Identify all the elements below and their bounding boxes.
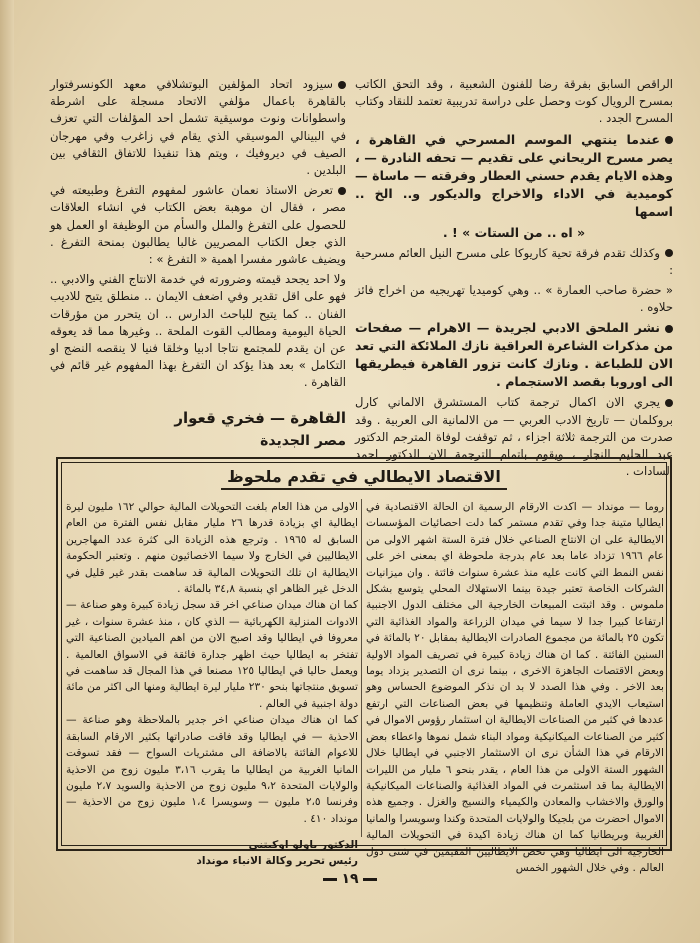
box-title: الاقتصاد الايطالي في تقدم ملحوظ <box>58 467 670 486</box>
page-binding-edge <box>0 0 14 943</box>
byline-location: مصر الجديدة <box>260 432 346 449</box>
byline-author: القاهرة — فخري قعوار <box>174 408 346 427</box>
bullet-icon <box>665 399 673 407</box>
dash-icon <box>323 878 337 881</box>
right-para-2: عندما ينتهي الموسم المسرحي في القاهرة ، يصر مسرح الريحاني على تقديم — تحفه النادرة — ، وهذه الايام يقدم حسني العطار وفرقته — ماساة — كوميدية في الاداء والاخراج والديكور و.. الخ .. اسمها <box>355 131 673 219</box>
bullet-icon <box>665 249 673 257</box>
left-column <box>50 76 346 452</box>
page-number: ١٩ <box>0 871 700 887</box>
economy-article-box <box>56 457 672 874</box>
box-right-column <box>366 499 664 876</box>
right-para-4: وكذلك تقدم فرقة تحية كاريوكا على مسرح النيل العائم مسرحية : <box>355 245 673 277</box>
box-left-para-2: كما ان هناك ميدان صناعي اخر قد سجل زيادة كبيرة وهو صناعة — الادوات المنزلية الكهربائية — الذي كان ، منذ عشرة سنوات ، غير معروفا في ايطاليا وقد اصبح الان من اهم الميادين الصناعية التي تفتخر به ايطاليا حيث اظهر جدارة فائقة في الاسواق العالمية . ويعمل حاليا في ايطاليا ١٢٥ مصنعا في هذا المجال قد ساهمت في تسويق منتجاتها بنحو ٢٣٠ مليار ليرة ايطالية ومنها الى اكثر من مائة دولة اجنبية في العالم . <box>66 599 359 710</box>
signature-title: رئيس تحرير وكالة الانباء مونداد <box>196 855 358 868</box>
box-left-para-3: كما ان هناك ميدان صناعي اخر جدير بالملاحظة وهو صناعة — الاحذية — في ايطاليا وقد فاقت صادراتها بكثير الارقام السابقة للاعوام الفائتة بالاضافة الى مشتريات السواح — فقد تسوقت المانيا الغربية من ايطاليا ما يقرب ٣،١٦ مليون زوج من الاحذية والولايات المتحدة ٩،٢ مليون زوج من الاحذية والسويد ٢،٧ مليون وفرنسا ٢،٥ مليون — وسويسرا ١،٤ مليون زوج من الاحذية — مونداد ٤١٠ . <box>66 714 359 825</box>
box-column-divider <box>361 499 362 837</box>
right-para-7: يجري الان اكمال ترجمة كتاب المستشرق الالماني كارل بروكلمان — تاريخ الادب العربي — من الالمانية الى العربية . وقد صدرت من الترجمة ثلاثة اجزاء ، ثم توقفت لوفاة المترجم الدكتور عبد الحليم النجار ، ويقوم باتمام الترجمة الان الدكتور احمد السادات . <box>355 395 673 479</box>
right-para-6: نشر الملحق الادبي لجريدة — الاهرام — صفحات من مذكرات الشاعرة العراقية نازك الملائكة التي تعد الان للطباعة . ونازك كانت تزور القاهرة فيطريقها الى اوروبا بقصد الاستجمام . <box>355 320 673 390</box>
left-para-2: تعرض الاستاذ نعمان عاشور لمفهوم التفرغ وطبيعته في مصر ، فقال ان موهبة بعض الكتاب في انشاء العلاقات للحصول على التفرغ والملل والسأم من الوظيفة او العمل هو الذي جعل الكتاب المصريين غالبا يطالبون بمنحة التفرغ . ويضيف عاشور مفسرا اهمية « التفرغ » : <box>50 183 346 267</box>
bullet-icon <box>665 136 673 144</box>
bullet-icon <box>665 325 673 333</box>
dash-icon <box>363 878 377 881</box>
signature-block <box>66 837 358 869</box>
box-right-text: روما — مونداد — اكدت الارقام الرسمية ان الحالة الاقتصادية في ايطاليا متينة جدا وفي تقدم مستمر كما دلت احصائيات المؤسسات الايطالية على ان الانتاج الصناعي خلال فترة الستة اشهر الاولى من عام ١٩٦٦ تزداد عاما بعد عام بدرجة ملحوظة اي بمعنى اخر على نفس النمط التي كانت عليه منذ عشرة سنوات فائتة . وان ميزانيات الشركات الخاصة تعتبر جيدة بينما الاستهلاك المحلي يتوسع بشكل ملموس . وقد اثبتت المبيعات الخارجية الى مختلف الدول الاجنبية ارتفاعا كبيرا جدا لا سيما في ميدان الزراعة والمواد الغذائية التي تكون ٢٥ بالمائة من مجموع الصادرات الايطالية بمقابل ٢٠ بالمائة في السنين الفائتة . كما ان هناك زيادة كبيرة في تصريف المواد الاولية وبعض الاقتصات الجاهزة الاخرى ، بينما نرى ان التصدير يزداد يوما بعد الاخر . وفي هذا الصدد لا بد ان نذكر الموضوع الحساس وهو استيعاب الايدي العاملة وتنظيمها في بعض الصناعات التي ارتفع عددها في كثير من الصناعات الايطالية ان استثمار رؤوس الاموال في كثير من الصناعات الميكانيكية ومواد البناء شمل نموها واعطاء بعض الارقام في هذا الشأن نرى ان الاستثمار الاجنبي في ايطاليا خلال الشهور الستة الاولى من هذا العام ، يقدر بنحو ٦ مليار من الليرات الايطالية بما قد استثمرت في المواد الغذائية والصناعات الميكانيكية والورق والاخشاب والمعادن والكيمياء والنسيج والغزل . وجميع هذه الاموال احضرت من بلجيكا والولايات المتحدة وكندا وسويسرا والمانيا الغربية وبريطانيا كما ان هناك زيادة اكيدة في التحويلات المالية الخارجية الى ايطاليا وهي تخص الايطاليين المقيمين في شتى دول العالم . وفي خلال الشهور الخمس <box>366 501 665 874</box>
left-para-3: ولا احد يجحد قيمته وضرورته في خدمة الانتاج الفني والادبي .. فهو على اقل تقدير وفي اضعف الايمان .. منطلق يتيح للاديب الفنان .. كما يتيح للباحث الدارس .. ان يتحرر من مؤرقات الحياة اليومية ومطالب القوت الملحة .. وغيرها مما قد يعوقه عن ان يقدم للمجتمع نتاجا ادبيا وخلقا فنيا لا ينقصه النضج او التكامل » بعد هذا يؤكد ان التفرغ بهذا المفهوم غير قائم في القاهرة . <box>50 272 346 390</box>
box-left-column <box>66 499 358 869</box>
signature-name: الدكتور باولو اوكيتني <box>248 839 358 852</box>
left-para-1: سيزود اتحاد المؤلفين البوتشلافي معهد الكونسرفتوار بالقاهرة باعمال مؤلفي الاتحاد مسجلة على اشرطة واسطوانات ونوت موسيقية تشمل احد المؤلفات التي تعزف في البينالي الموسيقي الذي يقام في زاغرب وفي مهرجان الصيف في ديروفيك ، ويتم هذا تنفيذا للاتفاق الثقافي بين البلدين . <box>50 77 346 178</box>
bullet-icon <box>338 81 346 89</box>
right-para-5: « حضرة صاحب العمارة » .. وهي كوميديا تهريجيه من اخراج فائز حلاوه . <box>355 283 673 315</box>
right-para-1: الراقص السابق بفرقة رضا للفنون الشعبية ، وقد التحق الكاتب بمسرح الرويال كوت وحصل على دراسة تدريبية تعتمد للنقاد وكتاب المسرح الجدد . <box>355 77 673 126</box>
box-left-para-1: الاولى من هذا العام بلغت التحويلات المالية حوالي ١٦٢ مليون ليرة ايطالية اي بزيادة قدرها ٢٦ مليار مقابل نفس الفترة من العام السابق له ١٩٦٥ . وترجع هذه الزيادة الى كثرة عدد المهاجرين الايطاليين في الخارج ولا سيما الاخصائيون منهم . وتعتبر الحكومة الايطالية ان تلك التحويلات المالية قد ساهمت بقدر غير قليل في الدخل غير الظاهر اي بنسبة ٣٤,٨ بالمائة . <box>66 501 358 596</box>
bullet-icon <box>338 187 346 195</box>
right-para-3: « اه .. من الستات » ! . <box>442 224 586 240</box>
right-column <box>355 76 673 483</box>
